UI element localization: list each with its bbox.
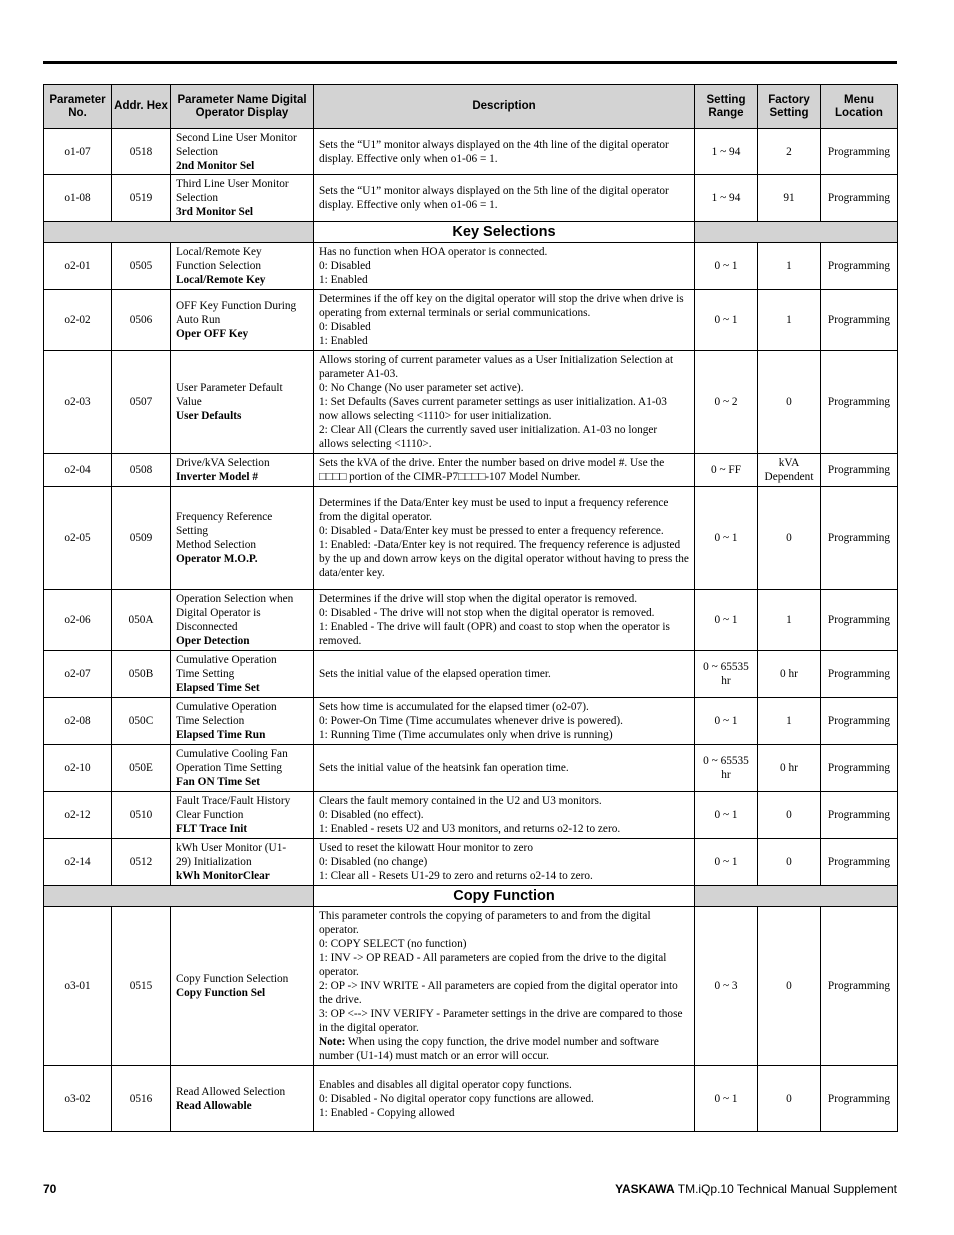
col-header-menu-location: Menu Location — [821, 85, 898, 129]
operator-display-label: Copy Function Sel — [176, 987, 266, 999]
factory-setting-cell: 0 — [758, 839, 821, 886]
section-shade-left — [44, 222, 314, 243]
description-line: Clears the fault memory contained in the U2 and U3 monitors. — [319, 795, 602, 807]
param-no-cell: o2-01 — [44, 243, 112, 290]
menu-location-cell: Programming — [821, 651, 898, 698]
param-no-cell: o1-08 — [44, 175, 112, 222]
description-line: Has no function when HOA operator is connected. — [319, 246, 548, 258]
param-no-cell: o1-07 — [44, 129, 112, 175]
param-no-cell: o2-14 — [44, 839, 112, 886]
menu-location-cell: Programming — [821, 745, 898, 792]
table-row — [44, 454, 898, 487]
parameter-name-cell — [171, 590, 314, 651]
menu-location-cell: Programming — [821, 487, 898, 590]
description-cell — [314, 487, 695, 590]
menu-location-cell: Programming — [821, 792, 898, 839]
operator-display-label: Operator M.O.P. — [176, 553, 258, 565]
description-line: 1: Enabled - The drive will fault (OPR) and coast to stop when the operator is removed. — [319, 621, 670, 647]
parameter-name-line: Operation Time Setting — [176, 762, 283, 774]
parameter-name-line: Value — [176, 396, 202, 408]
parameter-name-cell — [171, 651, 314, 698]
setting-range-cell: 1 ~ 94 — [695, 175, 758, 222]
menu-location-cell: Programming — [821, 129, 898, 175]
table-row — [44, 839, 898, 886]
col-header-addr-hex: Addr. Hex — [112, 85, 171, 129]
parameter-name-line: Fault Trace/Fault History — [176, 795, 291, 807]
menu-location-cell: Programming — [821, 175, 898, 222]
description-line: 3: OP <--> INV VERIFY - Parameter settings in the drive are compared to those in the digital operator. — [319, 1008, 683, 1034]
parameter-name-line: Cumulative Operation — [176, 654, 277, 666]
parameter-name-line: 29) Initialization — [176, 856, 252, 868]
parameter-name-line: Operation Selection when — [176, 593, 294, 605]
parameter-name-line: Selection — [176, 145, 219, 158]
parameter-name-line: Frequency Reference — [176, 511, 273, 523]
factory-setting-cell: 0 — [758, 351, 821, 454]
description-line: 0: Disabled - The drive will not stop when the digital operator is removed. — [319, 607, 655, 619]
param-no-cell: o2-12 — [44, 792, 112, 839]
description-cell — [314, 351, 695, 454]
description-cell — [314, 839, 695, 886]
parameter-name-cell — [171, 351, 314, 454]
manual-title: TM.iQp.10 Technical Manual Supplement — [674, 1182, 897, 1196]
param-no-cell: o3-01 — [44, 907, 112, 1066]
description-line: Sets how time is accumulated for the elapsed timer (o2-07). — [319, 701, 589, 713]
param-no-cell: o2-04 — [44, 454, 112, 487]
table-row — [44, 1066, 898, 1132]
parameter-name-cell — [171, 175, 314, 222]
parameter-name-cell — [171, 792, 314, 839]
description-line: 1: Clear all - Resets U1-29 to zero and returns o2-14 to zero. — [319, 870, 593, 882]
param-no-cell: o2-07 — [44, 651, 112, 698]
table-row — [44, 351, 898, 454]
table-row — [44, 487, 898, 590]
operator-display-label: Elapsed Time Run — [176, 729, 266, 741]
menu-location-cell: Programming — [821, 590, 898, 651]
setting-range-cell: 0 ~ 1 — [695, 839, 758, 886]
description-cell — [314, 590, 695, 651]
setting-range-cell: 0 ~ 1 — [695, 243, 758, 290]
parameter-name-line: Clear Function — [176, 809, 244, 821]
operator-display-label: Read Allowable — [176, 1099, 252, 1112]
description-cell — [314, 290, 695, 351]
col-header-param-no: Parameter No. — [44, 85, 112, 129]
operator-display-label: Inverter Model # — [176, 471, 258, 483]
description-line: Sets the “U1” monitor always displayed on the 5th line of the digital operator display. Effective only when o1-06 = 1. — [319, 185, 669, 211]
note-label: Note: — [319, 1036, 346, 1048]
description-cell — [314, 454, 695, 487]
parameter-name-line: User Parameter Default — [176, 382, 283, 394]
setting-range-cell: 1 ~ 94 — [695, 129, 758, 175]
setting-range-cell: 0 ~ FF — [695, 454, 758, 487]
footer-title — [615, 1182, 897, 1196]
description-line: Sets the initial value of the heatsink fan operation time. — [319, 762, 569, 774]
operator-display-label: User Defaults — [176, 410, 242, 422]
operator-display-label: Oper Detection — [176, 635, 250, 647]
setting-range-cell: 0 ~ 2 — [695, 351, 758, 454]
operator-display-label: Oper OFF Key — [176, 328, 249, 340]
operator-display-label: kWh MonitorClear — [176, 870, 270, 882]
description-line: Determines if the Data/Enter key must be used to input a frequency reference from the digital operator. — [319, 497, 669, 523]
description-line: Determines if the off key on the digital operator will stop the drive when drive is operating from external terminals or serial communications. — [319, 293, 684, 319]
operator-display-label: Local/Remote Key — [176, 274, 266, 286]
operator-display-label: Elapsed Time Set — [176, 682, 260, 694]
page-number: 70 — [43, 1182, 57, 1196]
factory-setting-cell: 1 — [758, 698, 821, 745]
parameter-name-line: Time Selection — [176, 715, 245, 727]
parameter-name-line: Disconnected — [176, 621, 238, 633]
param-no-cell: o2-08 — [44, 698, 112, 745]
description-line: Sets the kVA of the drive. Enter the number based on drive model #. Use the □□□□ portion of the CIMR-P7□□□□-107 Model Number. — [319, 457, 665, 483]
parameter-name-line: Local/Remote Key — [176, 246, 262, 258]
description-line: 0: Disabled (no effect). — [319, 809, 424, 821]
parameter-name-cell — [171, 839, 314, 886]
addr-hex-cell: 0505 — [112, 243, 171, 290]
description-line: 2: OP -> INV WRITE - All parameters are copied from the digital operator into the drive. — [319, 980, 678, 1006]
parameter-name-cell — [171, 243, 314, 290]
operator-display-label: 2nd Monitor Sel — [176, 159, 255, 172]
parameter-name-line: Second Line User Monitor — [176, 131, 297, 144]
description-line: 1: Enabled — [319, 274, 368, 286]
setting-range-cell: 0 ~ 1 — [695, 487, 758, 590]
menu-location-cell: Programming — [821, 454, 898, 487]
factory-setting-cell: 1 — [758, 243, 821, 290]
parameter-name-line: Auto Run — [176, 314, 221, 326]
col-header-setting-range: Setting Range — [695, 85, 758, 129]
parameter-name-line: Selection — [176, 192, 219, 204]
description-cell — [314, 243, 695, 290]
description-line: 1: Set Defaults (Saves current parameter settings as user initialization. A1-03 now allows selecting <1110> for user initialization. — [319, 396, 667, 422]
parameter-name-line: Function Selection — [176, 260, 262, 272]
section-title: Key Selections — [314, 222, 695, 243]
factory-setting-cell: 0 — [758, 907, 821, 1066]
factory-setting-cell: 0 — [758, 1066, 821, 1132]
param-no-cell: o2-05 — [44, 487, 112, 590]
description-line: 1: Enabled — [319, 335, 368, 347]
description-line: Allows storing of current parameter values as a User Initialization Selection at parameter A1-03. — [319, 354, 674, 380]
parameter-name-cell — [171, 454, 314, 487]
description-line: 1: Running Time (Time accumulates only when drive is running) — [319, 729, 613, 741]
header-row — [44, 85, 898, 129]
menu-location-cell: Programming — [821, 907, 898, 1066]
section-shade-right — [695, 886, 898, 907]
parameter-name-line: Digital Operator is — [176, 607, 261, 619]
description-note — [319, 1035, 689, 1063]
addr-hex-cell: 050E — [112, 745, 171, 792]
operator-display-label: Fan ON Time Set — [176, 776, 260, 788]
description-cell — [314, 698, 695, 745]
table-row — [44, 745, 898, 792]
description-line: 0: Power-On Time (Time accumulates whenever drive is powered). — [319, 715, 623, 727]
section-copy-function — [44, 886, 898, 907]
section-shade-left — [44, 886, 314, 907]
description-line: Sets the initial value of the elapsed operation timer. — [319, 668, 551, 680]
addr-hex-cell: 0509 — [112, 487, 171, 590]
factory-setting-cell: 2 — [758, 129, 821, 175]
description-line: 2: Clear All (Clears the currently saved user initialization. A1-03 no longer allows selecting <1110>. — [319, 424, 658, 450]
parameter-name-cell — [171, 129, 314, 175]
addr-hex-cell: 0519 — [112, 175, 171, 222]
addr-hex-cell: 0508 — [112, 454, 171, 487]
description-cell — [314, 792, 695, 839]
parameter-name-cell — [171, 745, 314, 792]
menu-location-cell: Programming — [821, 243, 898, 290]
factory-setting-cell: 1 — [758, 590, 821, 651]
description-line: 0: Disabled - No digital operator copy functions are allowed. — [319, 1092, 594, 1105]
section-title: Copy Function — [314, 886, 695, 907]
addr-hex-cell: 0507 — [112, 351, 171, 454]
addr-hex-cell: 050B — [112, 651, 171, 698]
addr-hex-cell: 0516 — [112, 1066, 171, 1132]
menu-location-cell: Programming — [821, 839, 898, 886]
factory-setting-cell: 0 — [758, 792, 821, 839]
parameter-name-cell — [171, 290, 314, 351]
description-line: 0: No Change (No user parameter set active). — [319, 382, 524, 394]
parameter-name-line: Third Line User Monitor — [176, 178, 289, 190]
factory-setting-cell: kVA Dependent — [758, 454, 821, 487]
top-rule — [43, 61, 897, 64]
table-row — [44, 129, 898, 175]
menu-location-cell: Programming — [821, 351, 898, 454]
addr-hex-cell: 0518 — [112, 129, 171, 175]
parameter-name-line: Copy Function Selection — [176, 973, 289, 985]
parameter-name-line: kWh User Monitor (U1- — [176, 842, 287, 854]
description-line: 0: COPY SELECT (no function) — [319, 938, 467, 950]
description-cell — [314, 175, 695, 222]
table-row — [44, 651, 898, 698]
parameter-name-line: Cumulative Operation — [176, 701, 277, 713]
description-cell — [314, 129, 695, 175]
addr-hex-cell: 0515 — [112, 907, 171, 1066]
addr-hex-cell: 0510 — [112, 792, 171, 839]
operator-display-label: 3rd Monitor Sel — [176, 206, 253, 218]
description-line: Sets the “U1” monitor always displayed on the 4th line of the digital operator display. Effective only when o1-06 = 1. — [319, 138, 669, 165]
parameter-name-cell — [171, 1066, 314, 1132]
addr-hex-cell: 0512 — [112, 839, 171, 886]
section-key-selections — [44, 222, 898, 243]
parameter-name-cell — [171, 487, 314, 590]
table-row — [44, 698, 898, 745]
note-text: When using the copy function, the drive model number and software number (U1-14) must match or an error will occur. — [319, 1036, 659, 1062]
addr-hex-cell: 050A — [112, 590, 171, 651]
setting-range-cell: 0 ~ 65535 hr — [695, 745, 758, 792]
addr-hex-cell: 050C — [112, 698, 171, 745]
menu-location-cell: Programming — [821, 698, 898, 745]
setting-range-cell: 0 ~ 3 — [695, 907, 758, 1066]
table-row — [44, 175, 898, 222]
parameter-name-cell — [171, 907, 314, 1066]
description-line: 0: Disabled — [319, 260, 371, 272]
factory-setting-cell: 0 hr — [758, 745, 821, 792]
param-no-cell: o2-02 — [44, 290, 112, 351]
factory-setting-cell: 91 — [758, 175, 821, 222]
section-shade-right — [695, 222, 898, 243]
param-no-cell: o3-02 — [44, 1066, 112, 1132]
description-line: Used to reset the kilowatt Hour monitor to zero — [319, 842, 533, 854]
setting-range-cell: 0 ~ 1 — [695, 590, 758, 651]
parameter-table — [43, 84, 898, 1132]
menu-location-cell: Programming — [821, 290, 898, 351]
operator-display-label: FLT Trace Init — [176, 823, 248, 835]
param-no-cell: o2-03 — [44, 351, 112, 454]
setting-range-cell: 0 ~ 1 — [695, 1066, 758, 1132]
factory-setting-cell: 0 — [758, 487, 821, 590]
table-row — [44, 290, 898, 351]
setting-range-cell: 0 ~ 1 — [695, 698, 758, 745]
parameter-name-line: Drive/kVA Selection — [176, 457, 270, 469]
description-line: 0: Disabled — [319, 321, 371, 333]
addr-hex-cell: 0506 — [112, 290, 171, 351]
col-header-factory-setting: Factory Setting — [758, 85, 821, 129]
setting-range-cell: 0 ~ 1 — [695, 792, 758, 839]
description-line: 0: Disabled (no change) — [319, 856, 428, 868]
table-row — [44, 590, 898, 651]
description-line: 0: Disabled - Data/Enter key must be pressed to enter a frequency reference. — [319, 525, 664, 537]
parameter-name-cell — [171, 698, 314, 745]
table-row — [44, 243, 898, 290]
param-no-cell: o2-06 — [44, 590, 112, 651]
description-line: 1: INV -> OP READ - All parameters are copied from the drive to the digital operator. — [319, 952, 667, 978]
parameter-name-line: Time Setting — [176, 668, 235, 680]
description-cell — [314, 1066, 695, 1132]
description-line: Enables and disables all digital operator copy functions. — [319, 1078, 572, 1091]
description-cell — [314, 745, 695, 792]
table-row — [44, 792, 898, 839]
setting-range-cell: 0 ~ 65535 hr — [695, 651, 758, 698]
parameter-name-line: Setting — [176, 525, 209, 537]
description-line: 1: Enabled - Copying allowed — [319, 1106, 455, 1119]
table-row — [44, 907, 898, 1066]
factory-setting-cell: 1 — [758, 290, 821, 351]
description-line: This parameter controls the copying of parameters to and from the digital operator. — [319, 910, 651, 936]
setting-range-cell: 0 ~ 1 — [695, 290, 758, 351]
factory-setting-cell: 0 hr — [758, 651, 821, 698]
description-line: 1: Enabled: -Data/Enter key is not required. The frequency reference is adjusted by the up and down arrow keys on the digital operator without having to press the data/enter key. — [319, 539, 689, 579]
parameter-name-line: Read Allowed Selection — [176, 1085, 286, 1098]
description-line: Determines if the drive will stop when the digital operator is removed. — [319, 593, 638, 605]
col-header-description: Description — [314, 85, 695, 129]
menu-location-cell: Programming — [821, 1066, 898, 1132]
description-cell — [314, 907, 695, 1066]
description-cell — [314, 651, 695, 698]
brand-name: YASKAWA — [615, 1182, 675, 1196]
param-no-cell: o2-10 — [44, 745, 112, 792]
parameter-name-line: Cumulative Cooling Fan — [176, 748, 288, 760]
parameter-name-line: Method Selection — [176, 539, 257, 551]
description-line: 1: Enabled - resets U2 and U3 monitors, and returns o2-12 to zero. — [319, 823, 621, 835]
parameter-name-line: OFF Key Function During — [176, 300, 297, 312]
col-header-name: Parameter Name Digital Operator Display — [171, 85, 314, 129]
